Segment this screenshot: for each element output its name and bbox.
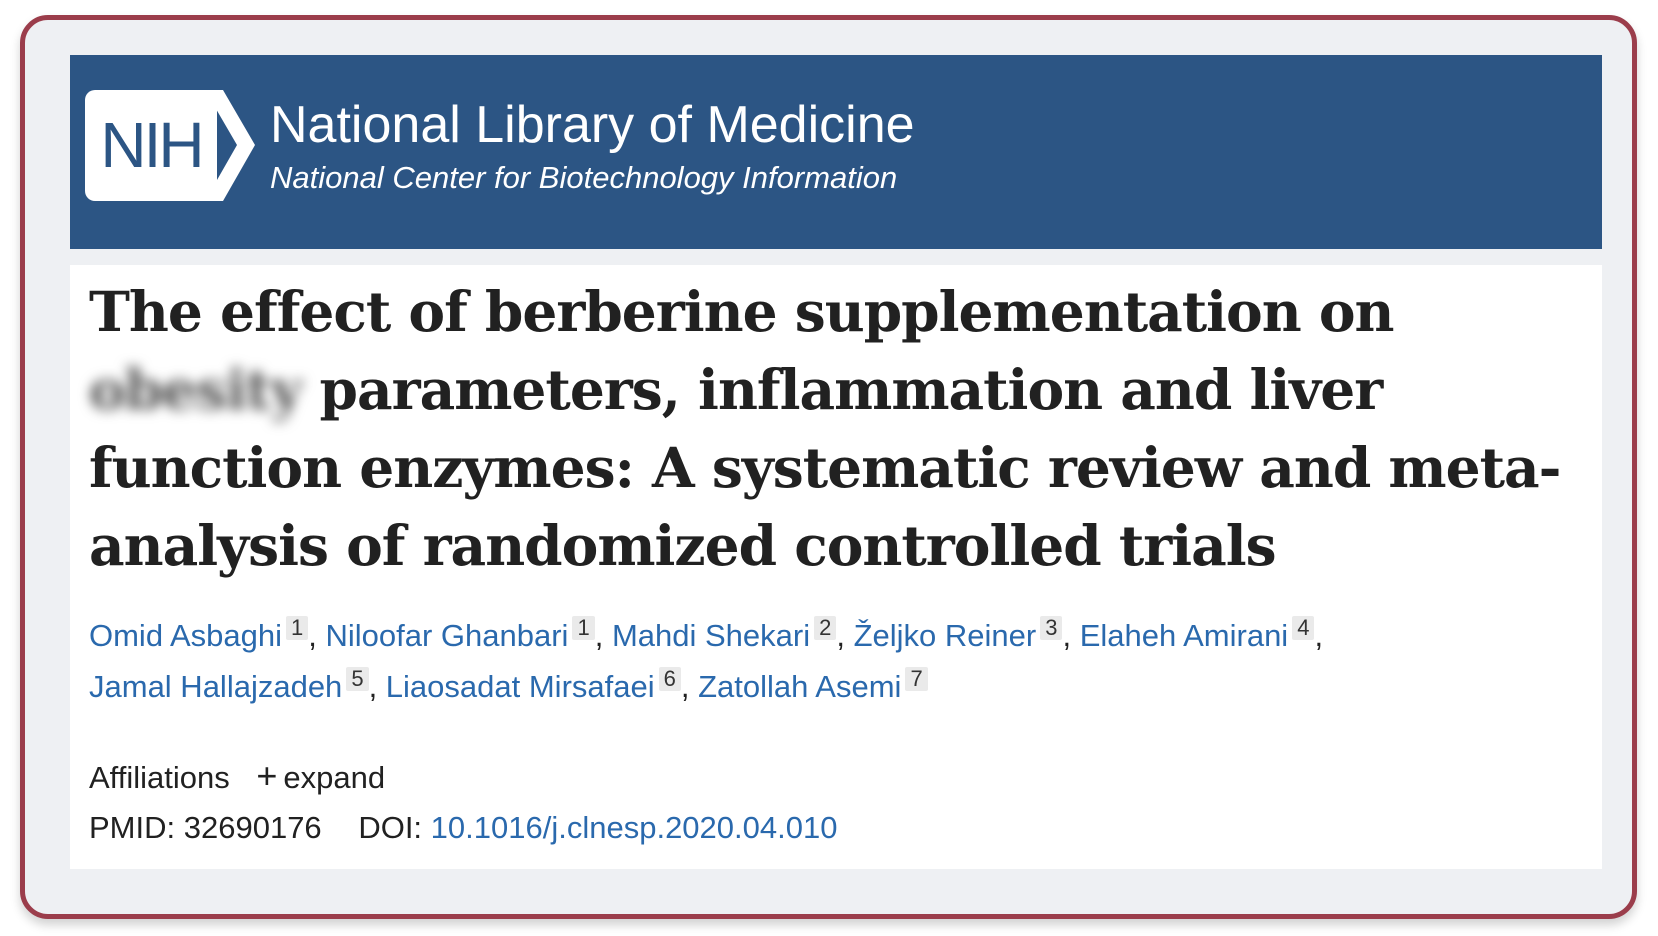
nih-logo[interactable] — [85, 90, 255, 201]
plus-icon: + — [256, 755, 278, 796]
nlm-title: National Library of Medicine — [270, 96, 915, 154]
expand-affiliations-button[interactable] — [256, 755, 386, 796]
identifiers-row — [89, 810, 837, 846]
nih-chevron-icon — [205, 90, 257, 201]
article-title — [89, 273, 1599, 585]
affiliation-ref[interactable]: 4 — [1292, 616, 1314, 640]
author-link[interactable]: Elaheh Amirani — [1079, 618, 1289, 653]
author-link[interactable]: Omid Asbaghi — [89, 618, 282, 653]
author-link[interactable]: Niloofar Ghanbari — [325, 618, 569, 653]
affiliations-label: Affiliations — [89, 760, 230, 795]
doi-link[interactable]: 10.1016/j.clnesp.2020.04.010 — [430, 810, 838, 845]
author-link[interactable]: Liaosadat Mirsafaei — [385, 669, 655, 704]
affiliations-row — [89, 755, 385, 797]
affiliation-ref[interactable]: 5 — [346, 667, 368, 691]
expand-label: expand — [283, 760, 386, 795]
title-blurred-word: obesity — [89, 357, 302, 422]
nih-logo-text: NIH — [85, 90, 217, 201]
author-link[interactable]: Željko Reiner — [853, 618, 1037, 653]
affiliation-ref[interactable]: 3 — [1040, 616, 1062, 640]
affiliation-ref[interactable]: 1 — [572, 616, 594, 640]
article-content — [70, 265, 1602, 869]
author-list: Omid Asbaghi 1 , Niloofar Ghanbari 1 , Mahdi Shekari 2 , Željko Reiner 3 , Elaheh Amirani 4 , Jamal Hallajzadeh 5 , Liaosadat Mirsafaei 6 , Zatollah Asemi 7 — [89, 614, 1324, 704]
affiliation-ref[interactable]: 6 — [659, 667, 681, 691]
ncbi-subtitle: National Center for Biotechnology Information — [270, 160, 898, 195]
nlm-header-banner[interactable] — [70, 55, 1602, 249]
author-link[interactable]: Zatollah Asemi — [698, 669, 902, 704]
affiliation-ref[interactable]: 1 — [286, 616, 308, 640]
title-part-2: parameters, inflammation and liver function enzymes: A systematic review and meta-analysis of randomized controlled trials — [89, 357, 1561, 578]
pmid-label: PMID: — [89, 810, 176, 845]
pmid-value: 32690176 — [183, 810, 322, 845]
affiliation-ref[interactable]: 7 — [905, 667, 927, 691]
author-link[interactable]: Jamal Hallajzadeh — [89, 669, 343, 704]
doi-label: DOI: — [358, 810, 423, 845]
affiliation-ref[interactable]: 2 — [814, 616, 836, 640]
title-part-1: The effect of berberine supplementation on — [89, 279, 1394, 344]
author-link[interactable]: Mahdi Shekari — [611, 618, 811, 653]
